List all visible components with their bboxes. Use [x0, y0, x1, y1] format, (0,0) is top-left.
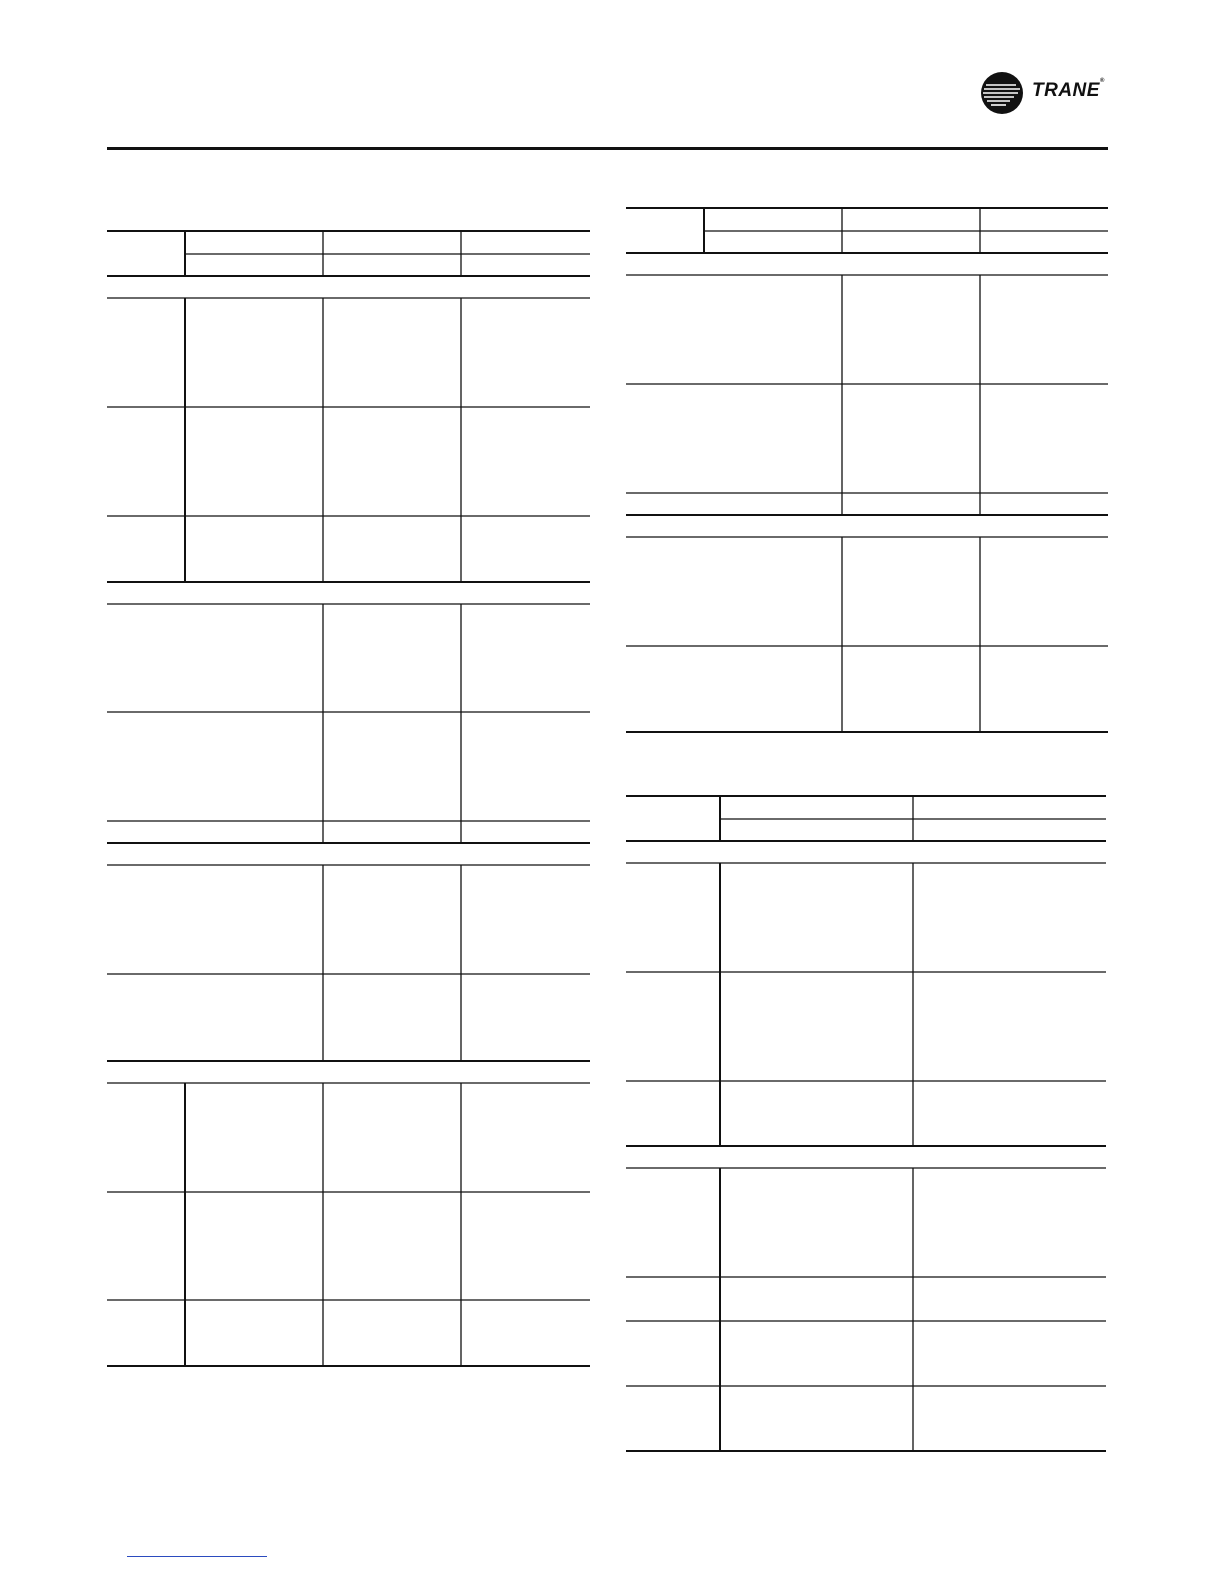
- right-bottom-table: [626, 796, 1106, 1451]
- brand-name: TRANE®: [1032, 78, 1105, 101]
- right-top-table: [626, 208, 1108, 732]
- left-table: [107, 231, 590, 1366]
- footer-link-underline[interactable]: [127, 1556, 267, 1557]
